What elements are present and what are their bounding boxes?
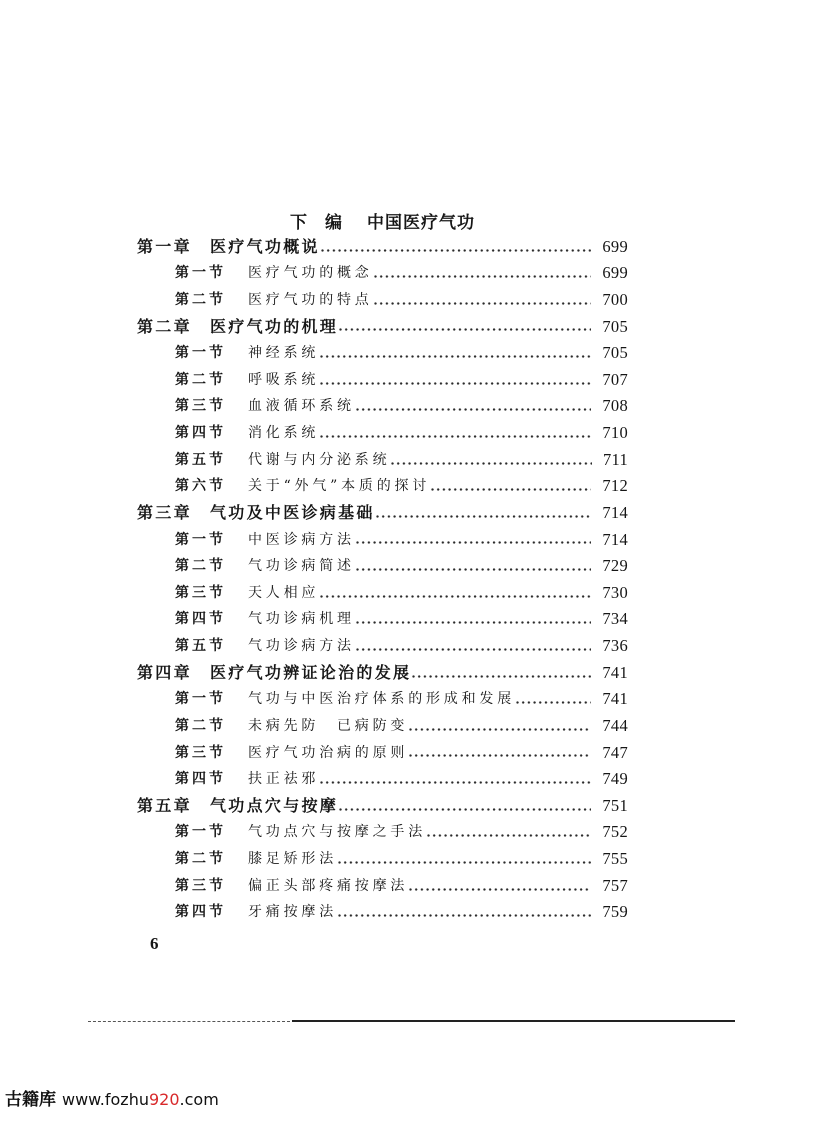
dot-leader [339, 328, 591, 331]
section-number: 第三节 [175, 744, 226, 761]
page-ref: 749 [602, 769, 628, 789]
part-label: 下 [290, 213, 308, 233]
part-heading: 中国医疗气功 [367, 213, 475, 233]
watermark-site-name: 古籍库 [5, 1090, 56, 1110]
section-number: 第一节 [175, 265, 226, 282]
toc-section-row[interactable] [175, 846, 628, 873]
toc-chapter-row[interactable] [137, 500, 628, 527]
section-title: 未病先防 已病防变 [248, 717, 409, 734]
section-title: 气功诊病机理 [248, 611, 355, 628]
chapter-title: 医疗气功概说 [210, 236, 320, 256]
section-title: 医疗气功的特点 [248, 291, 373, 308]
toc-section-row[interactable] [175, 580, 628, 607]
section-number: 第六节 [175, 478, 226, 495]
section-number: 第四节 [175, 904, 226, 921]
toc-section-row[interactable] [175, 713, 628, 740]
toc-section-row[interactable] [175, 420, 628, 447]
page-ref: 741 [602, 662, 628, 682]
watermark-url-prefix: www.fozhu [62, 1090, 149, 1109]
dot-leader [320, 355, 591, 358]
section-title: 关于“外气”本质的探讨 [248, 478, 431, 495]
toc-section-row[interactable] [175, 367, 628, 394]
page-ref: 710 [602, 423, 628, 443]
page-ref: 751 [602, 795, 628, 815]
section-number: 第三节 [175, 877, 226, 894]
page-ref: 714 [602, 502, 628, 522]
chapter-number: 第四章 [137, 662, 192, 682]
page-ref: 741 [602, 689, 628, 709]
section-number: 第一节 [175, 824, 226, 841]
toc-chapter-row[interactable] [137, 660, 628, 687]
toc-section-row[interactable] [175, 260, 628, 287]
section-number: 第二节 [175, 851, 226, 868]
dot-leader [321, 249, 592, 252]
section-number: 第五节 [175, 638, 226, 655]
section-title: 牙痛按摩法 [248, 904, 337, 921]
section-number: 第一节 [175, 345, 226, 362]
dot-leader [409, 728, 591, 731]
toc-section-row[interactable] [175, 527, 628, 554]
section-title: 神经系统 [248, 345, 320, 362]
section-title: 医疗气功治病的原则 [248, 744, 409, 761]
dot-leader [356, 568, 592, 571]
dot-leader [338, 914, 591, 917]
dot-leader [427, 834, 591, 837]
toc-section-row[interactable] [175, 340, 628, 367]
toc-section-row[interactable] [175, 899, 628, 926]
section-number: 第三节 [175, 398, 226, 415]
part-title [0, 210, 819, 236]
page-ref: 700 [602, 289, 628, 309]
section-number: 第二节 [175, 371, 226, 388]
toc-chapter-row[interactable] [137, 234, 628, 261]
page-ref: 705 [602, 343, 628, 363]
section-title: 扶正祛邪 [248, 771, 320, 788]
page-ref: 699 [602, 236, 628, 256]
page-ref: 714 [602, 529, 628, 549]
page-ref: 729 [602, 556, 628, 576]
section-number: 第四节 [175, 611, 226, 628]
page-ref: 708 [602, 396, 628, 416]
dot-leader [374, 302, 592, 305]
dot-leader [376, 515, 592, 518]
watermark-url-suffix: .com [179, 1090, 219, 1109]
page-ref: 711 [602, 449, 628, 469]
section-number: 第一节 [175, 531, 226, 548]
dot-leader [412, 675, 591, 678]
page-ref: 712 [602, 476, 628, 496]
page-ref: 747 [602, 742, 628, 762]
dot-leader [356, 648, 592, 651]
volume-label: 编 [325, 213, 343, 233]
toc-section-row[interactable] [175, 766, 628, 793]
toc-section-row[interactable] [175, 553, 628, 580]
section-number: 第四节 [175, 425, 226, 442]
table-of-contents [0, 234, 819, 926]
dot-leader [320, 435, 591, 438]
section-title: 呼吸系统 [248, 371, 320, 388]
page-ref: 699 [602, 263, 628, 283]
page-ref: 757 [602, 875, 628, 895]
dot-leader [356, 408, 592, 411]
toc-section-row[interactable] [175, 873, 628, 900]
section-title: 血液循环系统 [248, 398, 355, 415]
section-number: 第四节 [175, 771, 226, 788]
dot-leader [391, 462, 592, 465]
dot-leader [320, 382, 591, 385]
section-title: 气功与中医治疗体系的形成和发展 [248, 691, 515, 708]
section-title: 偏正头部疼痛按摩法 [248, 877, 409, 894]
dot-leader [374, 275, 592, 278]
footer-rule-solid [292, 1020, 735, 1022]
section-number: 第一节 [175, 691, 226, 708]
section-title: 消化系统 [248, 425, 320, 442]
watermark-highlight: 920 [148, 1090, 180, 1109]
toc-section-row[interactable] [175, 393, 628, 420]
dot-leader [409, 888, 591, 891]
section-number: 第二节 [175, 558, 226, 575]
toc-section-row[interactable] [175, 606, 628, 633]
dot-leader [320, 595, 591, 598]
toc-section-row[interactable] [175, 633, 628, 660]
section-number: 第二节 [175, 717, 226, 734]
dot-leader [356, 541, 592, 544]
dot-leader [431, 488, 591, 491]
toc-section-row[interactable] [175, 819, 628, 846]
page-ref: 736 [602, 636, 628, 656]
section-number: 第五节 [175, 451, 226, 468]
dot-leader [356, 621, 592, 624]
toc-section-row[interactable] [175, 686, 628, 713]
section-title: 气功诊病方法 [248, 638, 355, 655]
section-title: 气功诊病简述 [248, 558, 355, 575]
dot-leader [320, 781, 591, 784]
page-ref: 759 [602, 902, 628, 922]
page-ref: 744 [602, 715, 628, 735]
toc-chapter-row[interactable] [137, 793, 628, 820]
toc-section-row[interactable] [175, 473, 628, 500]
toc-section-row[interactable] [175, 287, 628, 314]
section-title: 中医诊病方法 [248, 531, 355, 548]
section-title: 代谢与内分泌系统 [248, 451, 391, 468]
chapter-number: 第二章 [137, 316, 192, 336]
chapter-title: 气功点穴与按摩 [210, 795, 339, 815]
section-number: 第三节 [175, 584, 226, 601]
page-ref: 705 [602, 316, 628, 336]
chapter-number: 第三章 [137, 502, 192, 522]
page-ref: 755 [602, 849, 628, 869]
toc-section-row[interactable] [175, 740, 628, 767]
dot-leader [339, 808, 591, 811]
section-title: 膝足矫形法 [248, 851, 337, 868]
toc-section-row[interactable] [175, 447, 628, 474]
page-ref: 707 [602, 369, 628, 389]
chapter-title: 医疗气功辨证论治的发展 [210, 662, 412, 682]
page-ref: 734 [602, 609, 628, 629]
page-ref: 752 [602, 822, 628, 842]
section-title: 天人相应 [248, 584, 320, 601]
chapter-title: 医疗气功的机理 [210, 316, 339, 336]
toc-chapter-row[interactable] [137, 314, 628, 341]
dot-leader [409, 754, 591, 757]
chapter-title: 气功及中医诊病基础 [210, 502, 375, 522]
page-ref: 730 [602, 582, 628, 602]
page-number: 6 [150, 934, 159, 953]
dot-leader [516, 701, 591, 704]
section-title: 气功点穴与按摩之手法 [248, 824, 426, 841]
chapter-number: 第五章 [137, 795, 192, 815]
chapter-number: 第一章 [137, 236, 192, 256]
site-watermark [5, 1087, 219, 1113]
section-title: 医疗气功的概念 [248, 265, 373, 282]
section-number: 第二节 [175, 291, 226, 308]
dot-leader [338, 861, 591, 864]
footer-rule-dashed [88, 1021, 290, 1022]
